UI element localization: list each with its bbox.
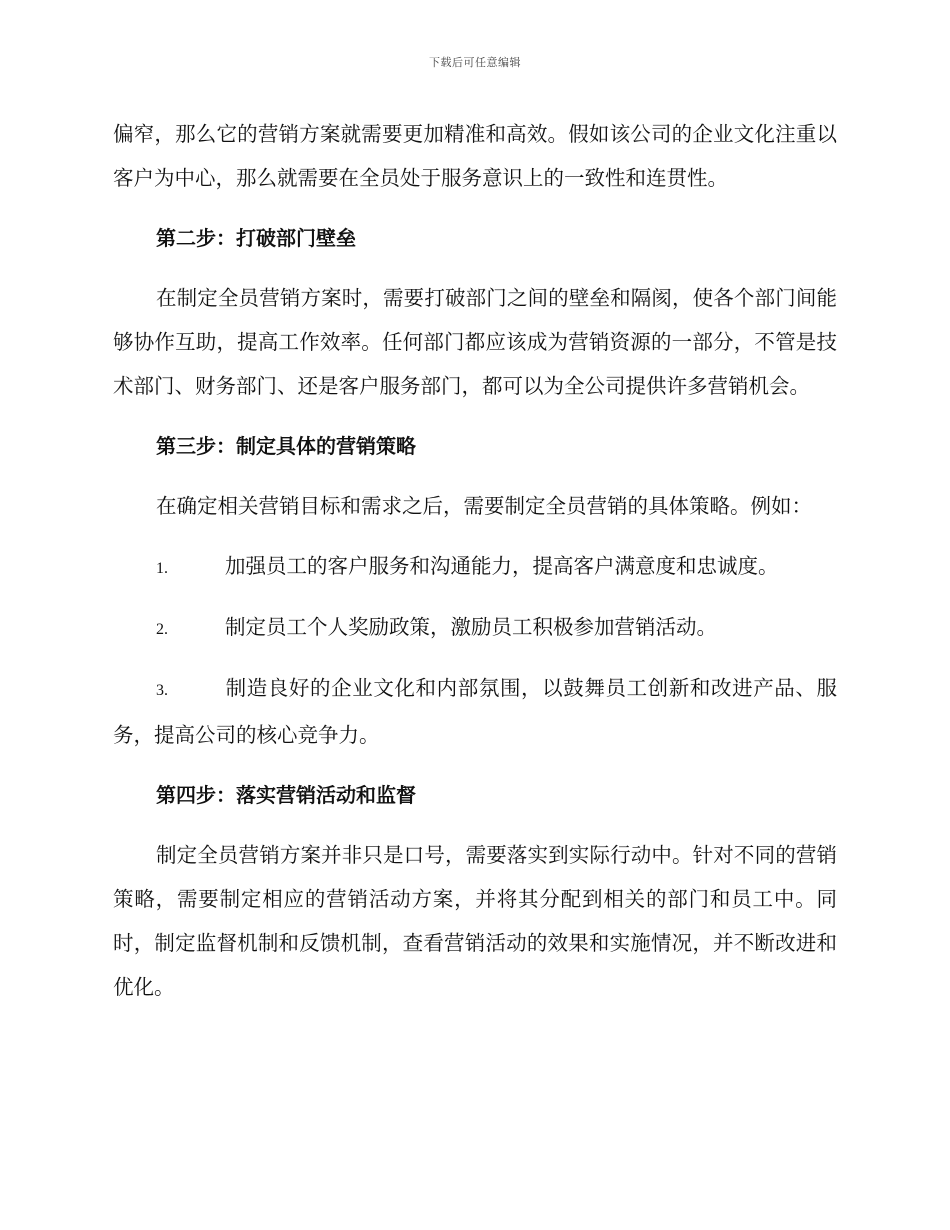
list-text: 加强员工的客户服务和沟通能力，提高客户满意度和忠诚度。 bbox=[225, 554, 779, 578]
paragraph-step-3: 在确定相关营销目标和需求之后，需要制定全员营销的具体策略。例如： bbox=[156, 494, 812, 518]
list-number: 1. bbox=[156, 560, 168, 577]
paragraph-step-4: 制定全员营销方案并非只是口号，需要落实到实际行动中。针对不同的营销策略，需要制定相应的营销活动方案，并将其分配到相关的部门和员工中。同时，制定监督机制和反馈机制，查看营销活动的效果和实施情况，并不断改进和优化。 bbox=[113, 843, 837, 999]
document-body bbox=[113, 112, 837, 1009]
list-number: 3. bbox=[156, 682, 168, 699]
list-item bbox=[113, 605, 837, 652]
step-3-heading: 第三步：制定具体的营销策略 bbox=[156, 434, 416, 458]
list-text: 制定员工个人奖励政策，激励员工积极参加营销活动。 bbox=[225, 615, 717, 639]
step-4-heading: 第四步：落实营销活动和监督 bbox=[156, 783, 416, 807]
page-header-note: 下载后可任意编辑 bbox=[429, 56, 521, 69]
list-number: 2. bbox=[156, 621, 168, 638]
list-item bbox=[113, 544, 837, 591]
paragraph-continued: 偏窄，那么它的营销方案就需要更加精准和高效。假如该公司的企业文化注重以客户为中心，那么就需要在全员处于服务意识上的一致性和连贯性。 bbox=[113, 122, 837, 190]
step-2-heading: 第二步：打破部门壁垒 bbox=[156, 226, 356, 250]
list-text: 制造良好的企业文化和内部氛围，以鼓舞员工创新和改进产品、服务，提高公司的核心竞争力。 bbox=[113, 676, 837, 747]
paragraph-step-2: 在制定全员营销方案时，需要打破部门之间的壁垒和隔阂，使各个部门间能够协作互助，提高工作效率。任何部门都应该成为营销资源的一部分，不管是技术部门、财务部门、还是客户服务部门，都可以为全公司提供许多营销机会。 bbox=[113, 286, 837, 398]
list-item bbox=[113, 666, 837, 757]
